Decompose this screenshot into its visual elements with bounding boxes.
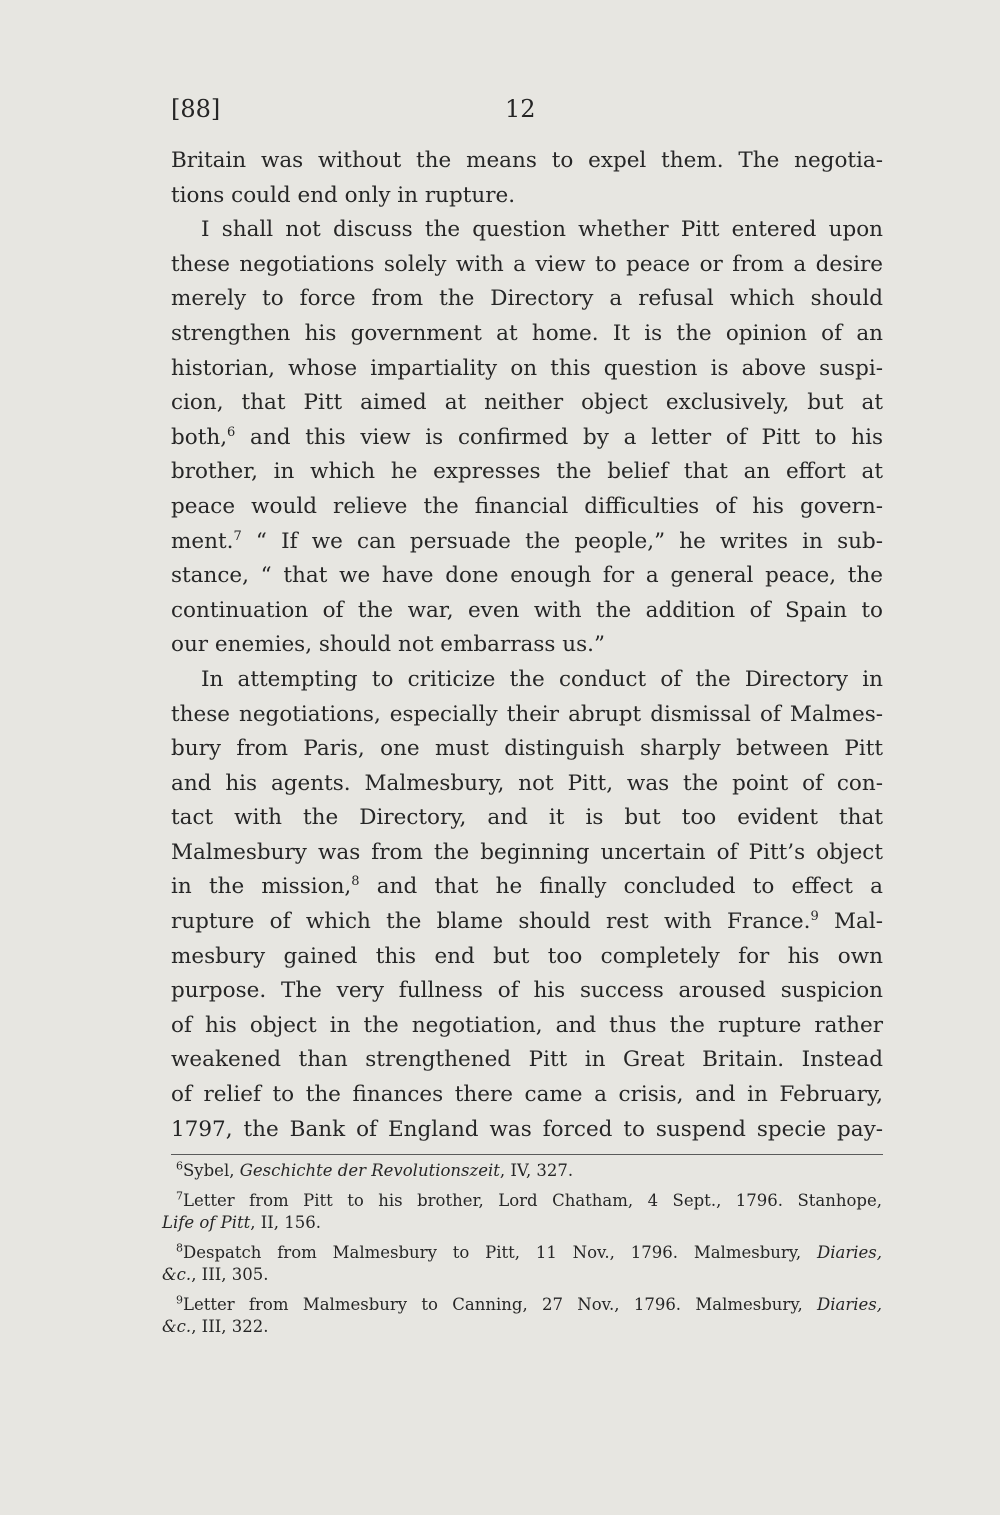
footnote-mark: 6 (176, 1159, 183, 1173)
footnote-reference: 7 (233, 528, 242, 544)
text-line: continuation of the war, even with the addition of Spain to (171, 597, 883, 623)
footnote-reference: 6 (227, 424, 236, 440)
footnote: $^7$Letter from Pitt to his brother, Lord Chatham, 4 Sept., 1796. Stanhope, Life of Pitt, II, 156. (162, 1189, 882, 1232)
footnote-reference: 8 (351, 874, 360, 890)
text-line: these negotiations solely with a view to peace or from a desire (171, 251, 883, 277)
footnote-rule (171, 1154, 883, 1155)
text-line: brother, in which he expresses the belief that an effort at (171, 459, 883, 485)
footnote-mark: 9 (176, 1293, 183, 1307)
text-line: bury from Paris, one must distinguish sharply between Pitt (171, 736, 883, 762)
text-line: Malmesbury was from the beginning uncertain of Pitt’s object (171, 839, 883, 865)
footnote-mark: 8 (176, 1241, 183, 1255)
body-text (171, 144, 883, 1147)
text-line: both,$^6$ and this view is confirmed by a letter of Pitt to his (171, 424, 883, 450)
text-line: stance, “ that we have done enough for a general peace, the (171, 563, 883, 589)
text-line: mesbury gained this end but too completely for his own (171, 943, 883, 969)
text-line: ment.$^7$ “ If we can persuade the people,” he writes in sub- (171, 528, 883, 554)
text-line: In attempting to criticize the conduct of the Directory in (201, 666, 883, 692)
text-line: merely to force from the Directory a refusal which should (171, 286, 883, 312)
footnote: $^6$Sybel, Geschichte der Revolutionszeit, IV, 327. (176, 1159, 574, 1180)
text-line: and his agents. Malmesbury, not Pitt, was the point of con- (171, 770, 883, 796)
footnote-mark: 7 (176, 1189, 183, 1203)
text-line: purpose. The very fullness of his success aroused suspicion (171, 978, 883, 1004)
text-line: historian, whose impartiality on this question is above suspi- (171, 355, 883, 381)
text-line: weakened than strengthened Pitt in Great Britain. Instead (171, 1047, 883, 1073)
text-line: of relief to the finances there came a crisis, and in February, (171, 1082, 883, 1108)
text-line: cion, that Pitt aimed at neither object exclusively, but at (171, 390, 883, 416)
text-line: strengthen his government at home. It is the opinion of an (171, 320, 883, 346)
folio-number: [88] (171, 95, 221, 123)
page-number: 12 (505, 95, 536, 123)
text-line: tact with the Directory, and it is but too evident that (171, 805, 883, 831)
text-line: I shall not discuss the question whether Pitt entered upon (201, 217, 883, 243)
text-line: tions could end only in rupture. (171, 182, 516, 208)
text-line: 1797, the Bank of England was forced to suspend specie pay- (171, 1116, 883, 1142)
footnote: $^9$Letter from Malmesbury to Canning, 27 Nov., 1796. Malmesbury, Diaries, &c., III, 322. (162, 1293, 882, 1336)
text-line: our enemies, should not embarrass us.” (171, 632, 605, 658)
text-line: rupture of which the blame should rest with France.$^9$ Mal- (171, 908, 883, 935)
text-line: Britain was without the means to expel them. The negotia- (171, 148, 883, 173)
footnote-reference: 9 (810, 908, 819, 924)
text-line: in the mission,$^8$ and that he finally concluded to effect a (171, 874, 883, 900)
footnotes (162, 1160, 882, 1346)
footnote: $^8$Despatch from Malmesbury to Pitt, 11 Nov., 1796. Malmesbury, Diaries, &c., III, 305. (162, 1241, 882, 1284)
text-line: peace would relieve the financial difficulties of his govern- (171, 493, 883, 519)
text-line: these negotiations, especially their abrupt dismissal of Malmes- (171, 701, 883, 727)
text-line: of his object in the negotiation, and thus the rupture rather (171, 1012, 883, 1038)
